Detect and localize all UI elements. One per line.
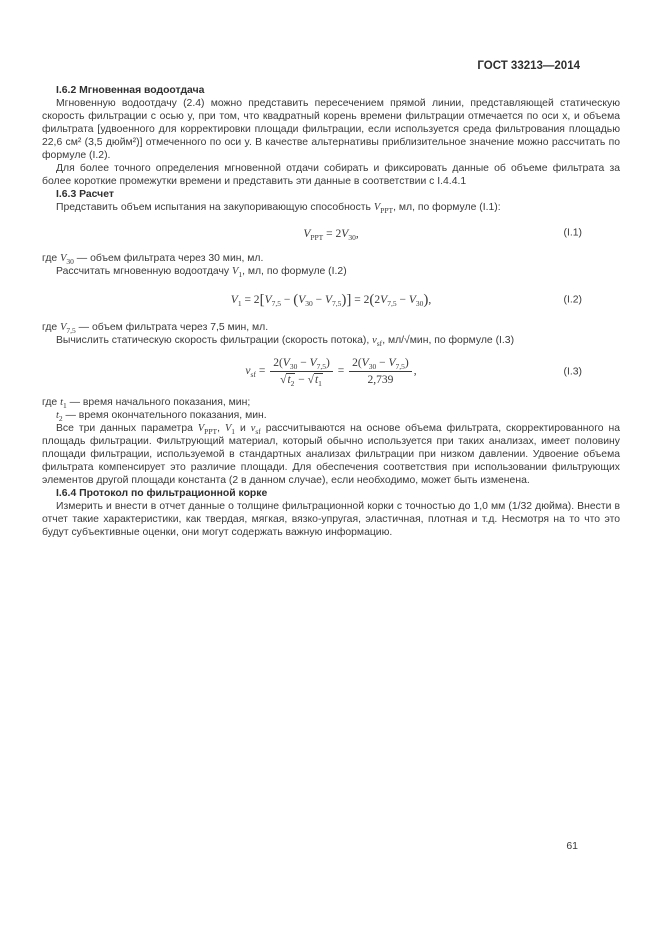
variable-v30: $V_{30}$ — [60, 253, 74, 266]
text: — объем фильтрата через 30 мин, мл. — [73, 253, 264, 264]
variable-v1: $V_1$ — [224, 423, 236, 436]
paragraph-i62-1: Мгновенную водоотдачу (2.4) можно представить пересечением прямой линии, представляющей статическую скорость фильтрации с осью y, при том, что квадратный корень времени фильтрации отмечается по оси x, и объема фильтрата [удвоенного для корректировки площади фильтрации, если используется среда фильтрования площадью 22,6 см² (3,5 дюйм²)] отмеченного по оси y. В качестве альтернативы приблизительное значение можно рассчитать по формуле (I.2). — [42, 98, 620, 161]
where-line-v30 — [42, 252, 620, 265]
page-content — [42, 84, 620, 539]
fraction-1: $\frac{2(V_{30} - V_{7,5})}{√t_2 - √t_1}$ — [270, 357, 333, 386]
variable-t2: $t_2$ — [56, 410, 63, 423]
formula-i2-body: $V_1 = 2[V_{7,5} - (V_{30} - V_{7,5})] = 2(2V_{7,5} - V_{30})$, — [230, 292, 432, 308]
paragraph-i63-final — [42, 422, 620, 487]
text: рассчитываются на основе объема фильтрата, скорректированного на площадь фильтрации. Фильтрующий материал, который обычно используется при таких анализах, имеет половину площади фильтрации, используемой в стандартных анализах фильтрации при низком давлении. Удвоение объема фильтрата компенсирует это различие площади. Для обеспечения соответствия при использовании фильтрующих элементов другой площади константа (2 в данном случае), если необходимо, может быть изменена. — [42, 423, 620, 486]
paragraph-calc-vsf — [42, 334, 620, 347]
text: , мл/√мин, по формуле (I.3) — [382, 335, 515, 346]
formula-i1-body: $V_{PPT} = 2V_{30}$, — [303, 228, 359, 242]
variable-vsf: $v_{sf}$ — [250, 423, 261, 436]
formula-i2 — [42, 290, 620, 309]
text: и — [235, 423, 251, 434]
formula-i3 — [42, 357, 620, 386]
text: — время окончательного показания, мин. — [62, 410, 267, 421]
variable-vppt: $V_{PPT}$ — [373, 202, 394, 215]
text: — объем фильтрата через 7,5 мин, мл. — [75, 322, 269, 333]
text: где — [42, 322, 61, 333]
formula-i3-body: $v_{sf}$ = $\frac{2(V_{30} - V_{7,5})}{√t_2 - √t_1}$ = $\frac{2(V_{30} - V_{7,5})}{2,739}$ , — [245, 357, 417, 388]
paragraph-i62-2: Для более точного определения мгновенной отдачи собирать и фиксировать данные об объеме фильтрата за более короткие промежутки времени и представить эти данные в соответствии с I.4.4.1 — [42, 163, 620, 187]
sqrt-icon: √ — [280, 374, 287, 386]
text: , мл, по формуле (I.2) — [242, 266, 347, 277]
paragraph-calc-v1 — [42, 265, 620, 278]
text: , мл, по формуле (I.1): — [393, 202, 501, 213]
variable-v1: $V_1$ — [231, 266, 243, 279]
where-line-t2 — [42, 409, 620, 422]
where-line-t1 — [42, 396, 620, 409]
variable-v75: $V_{7,5}$ — [60, 322, 76, 335]
where-line-v75 — [42, 321, 620, 334]
formula-i1-label: (I.1) — [563, 227, 582, 239]
text: , — [217, 423, 225, 434]
section-heading-i64: I.6.4 Протокол по фильтрационной корке — [56, 488, 268, 499]
section-heading-i62: I.6.2 Мгновенная водоотдача — [56, 85, 205, 96]
text: Все три данных параметра — [56, 423, 198, 434]
text: Рассчитать мгновенную водоотдачу — [56, 266, 232, 277]
text: где — [42, 397, 61, 408]
paragraph-i64-1: Измерить и внести в отчет данные о толщине фильтрационной корки с точностью до 1,0 мм (1/32 дюйма). Внести в отчет такие характеристики, как твердая, мягкая, вязко-упругая, эластичная, плотная и т.д. Несмотря на то что это будут субъективные оценки, они могут содержать важную информацию. — [42, 501, 620, 538]
sqrt-icon: √ — [307, 374, 314, 386]
paragraph-calc-intro — [42, 201, 620, 214]
section-heading-i63: I.6.3 Расчет — [56, 189, 114, 200]
text: Представить объем испытания на закупоривающую способность — [56, 202, 374, 213]
doc-header: ГОСТ 33213—2014 — [477, 60, 580, 72]
fraction-2: $\frac{2(V_{30} - V_{7,5})}{2,739}$ — [349, 357, 412, 386]
formula-i1 — [42, 224, 620, 242]
text: — время начального показания, мин; — [66, 397, 251, 408]
variable-t1: $t_1$ — [60, 397, 67, 410]
variable-vsf: $v_{sf}$ — [372, 335, 383, 348]
text: Вычислить статическую скорость фильтрации (скорость потока), — [56, 335, 373, 346]
formula-i2-label: (I.2) — [563, 294, 582, 305]
text: где — [42, 253, 61, 264]
page-number: 61 — [566, 840, 578, 852]
variable-vppt: $V_{PPT}$ — [197, 423, 218, 436]
formula-i3-label: (I.3) — [563, 366, 582, 377]
